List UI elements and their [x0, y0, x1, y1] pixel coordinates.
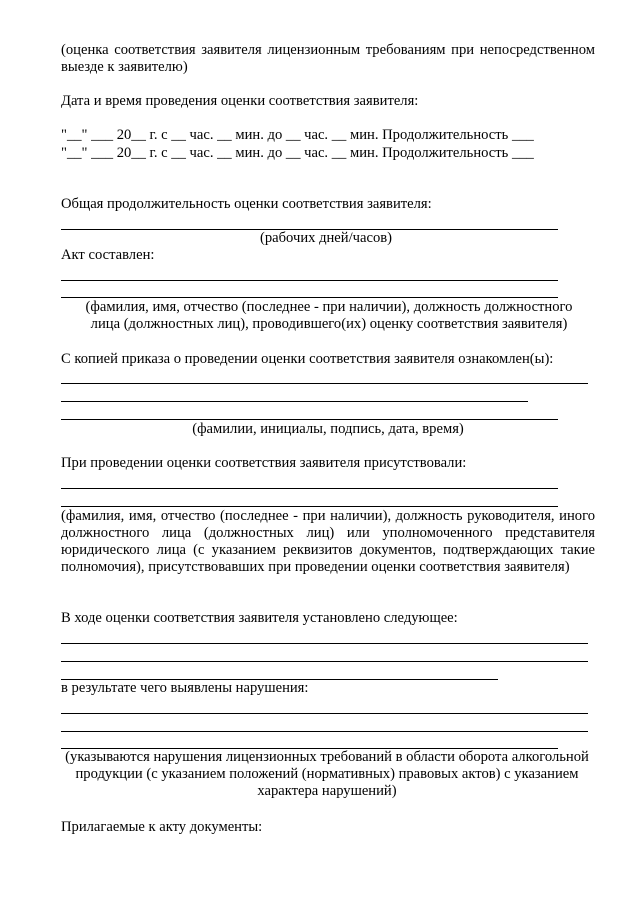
present-heading: При проведении оценки соответствия заявителя присутствовали:: [61, 455, 467, 471]
fill-line: [61, 488, 558, 489]
fill-line: [61, 661, 588, 662]
total-duration-heading: Общая продолжительность оценки соответствия заявителя:: [61, 196, 432, 212]
fill-line: [61, 280, 558, 281]
violations-label: в результате чего выявлены нарушения:: [61, 680, 309, 696]
top-note: (оценка соответствия заявителя лицензионным требованиям при непосредственном выезде к заявителю): [61, 42, 595, 75]
fill-line: [61, 419, 558, 420]
fill-line: [61, 401, 528, 402]
fill-line: [61, 643, 588, 644]
act-compiled-heading: Акт составлен:: [61, 247, 155, 263]
order-copy-heading: С копией приказа о проведении оценки соответствия заявителя ознакомлен(ы):: [61, 351, 554, 367]
fill-line: [61, 506, 558, 507]
act-compiled-caption: (фамилия, имя, отчество (последнее - при наличии), должность должностного лица (должностных лиц), проводившего(их) оценку соответствия заявителя): [85, 299, 573, 332]
datetime-line-1: "__" ___ 20__ г. с __ час. __ мин. до __ час. __ мин. Продолжительность ___: [61, 127, 534, 143]
fill-line: [61, 713, 588, 714]
findings-heading: В ходе оценки соответствия заявителя установлено следующее:: [61, 610, 458, 626]
findings-caption: (указываются нарушения лицензионных требований в области оборота алкогольной продукции (с указанием положений (нормативных) правовых актов) с указанием характера нарушений): [65, 749, 589, 799]
attachments-heading: Прилагаемые к акту документы:: [61, 819, 263, 835]
datetime-line-2: "__" ___ 20__ г. с __ час. __ мин. до __ час. __ мин. Продолжительность ___: [61, 145, 534, 161]
total-duration-caption: (рабочих дней/часов): [260, 230, 392, 246]
fill-line: [61, 383, 588, 384]
present-caption: (фамилия, имя, отчество (последнее - при наличии), должность руководителя, иного должностного лица (должностных лиц) или уполномоченного представителя юридического лица (с указанием реквизитов документов, подтверждающих такие полномочия), присутствовавших при проведении оценки соответствия заявителя): [61, 508, 595, 575]
fill-line: [61, 731, 588, 732]
datetime-heading: Дата и время проведения оценки соответствия заявителя:: [61, 93, 419, 109]
fill-line: [61, 297, 558, 298]
order-copy-caption: (фамилии, инициалы, подпись, дата, время): [192, 421, 464, 437]
